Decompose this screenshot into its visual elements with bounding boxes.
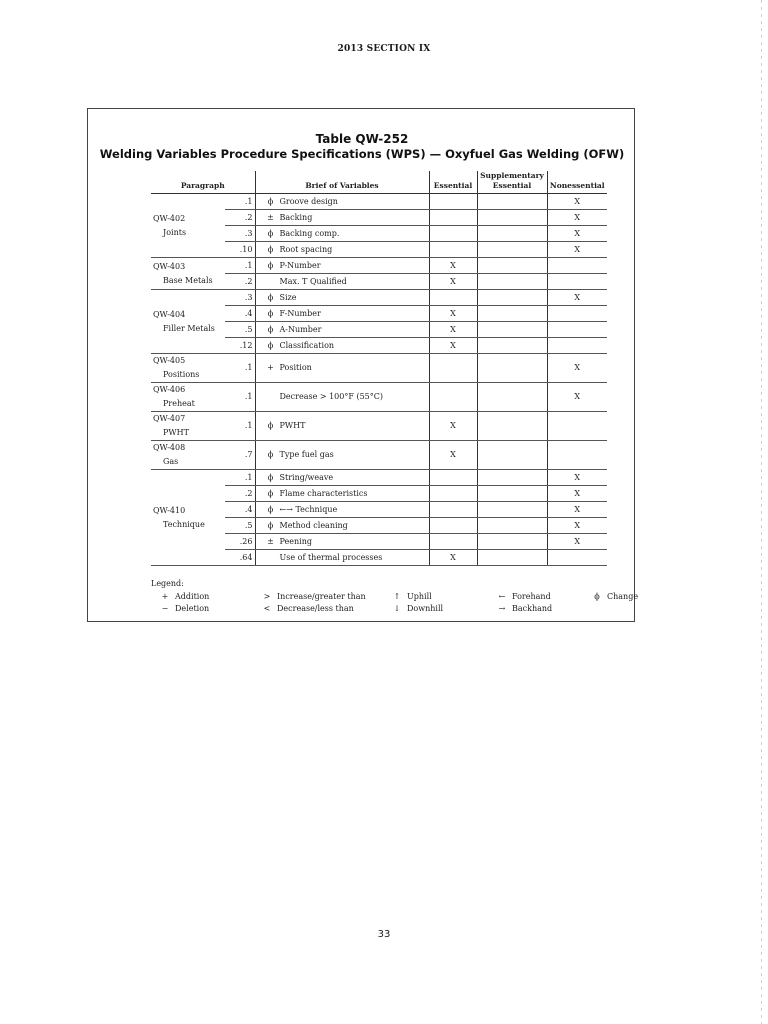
nonessential-mark: X (547, 486, 607, 502)
variable-brief (255, 534, 429, 550)
variable-text: PWHT (279, 421, 306, 430)
change-symbol-icon: ϕ (267, 472, 274, 482)
essential-mark: X (429, 306, 477, 322)
supplementary-mark (477, 383, 547, 412)
legend-label: Addition (175, 592, 210, 601)
legend-item (159, 603, 209, 614)
variable-number: .2 (225, 210, 255, 226)
variable-brief (255, 383, 429, 412)
supplementary-mark (477, 441, 547, 470)
header-supplementary-essential: Supplementary Essential (477, 171, 547, 194)
essential-mark: X (429, 338, 477, 354)
variable-brief (255, 470, 429, 486)
variable-text: Root spacing (279, 244, 333, 254)
change-symbol-icon: ϕ (267, 504, 274, 514)
page-edge-artifact (761, 0, 762, 1024)
nonessential-mark: X (547, 518, 607, 534)
paragraph-group (151, 354, 225, 383)
variable-number: .4 (225, 502, 255, 518)
variable-text: Size (279, 292, 297, 302)
variable-text: Method cleaning (279, 520, 348, 530)
table-row (151, 354, 607, 383)
variable-number: .4 (225, 306, 255, 322)
variable-brief (255, 194, 429, 210)
variable-number: .1 (225, 354, 255, 383)
variable-text: Decrease > 100°F (55°C) (279, 392, 383, 401)
legend-item (261, 603, 354, 614)
variable-text: Type fuel gas (279, 450, 334, 459)
essential-mark (429, 194, 477, 210)
welding-variables-table (151, 171, 607, 566)
legend-label: Change (607, 592, 639, 601)
supplementary-mark (477, 306, 547, 322)
supplementary-mark (477, 322, 547, 338)
legend-symbol-icon: ↓ (393, 604, 401, 613)
table-row (151, 412, 607, 441)
paragraph-code: QW-405 (153, 356, 186, 365)
variable-number: .2 (225, 274, 255, 290)
paragraph-name: Joints (163, 227, 187, 237)
variable-brief (255, 322, 429, 338)
supplementary-mark (477, 290, 547, 306)
paragraph-name: Base Metals (163, 275, 213, 285)
supplementary-mark (477, 210, 547, 226)
table-row (151, 383, 607, 412)
legend-label: Decrease/less than (277, 604, 354, 613)
supplementary-mark (477, 470, 547, 486)
nonessential-mark: X (547, 194, 607, 210)
variable-number: .5 (225, 518, 255, 534)
change-symbol-icon: ϕ (267, 228, 274, 238)
change-symbol-icon: ϕ (267, 488, 274, 498)
variable-number: .12 (225, 338, 255, 354)
variable-brief (255, 210, 429, 226)
legend-symbol-icon: → (498, 604, 506, 613)
variable-text: Classification (279, 340, 335, 350)
legend-item (591, 591, 638, 602)
paragraph-code: QW-403 (153, 261, 186, 271)
variable-text: F-Number (279, 308, 321, 318)
essential-mark: X (429, 412, 477, 441)
essential-mark (429, 242, 477, 258)
supplementary-mark (477, 550, 547, 566)
legend-label: Deletion (175, 604, 210, 613)
variable-number: .10 (225, 242, 255, 258)
variable-number: .2 (225, 486, 255, 502)
legend-item (391, 591, 432, 602)
legend-item (496, 603, 552, 614)
variable-number: .1 (225, 194, 255, 210)
variable-number: .1 (225, 258, 255, 274)
variable-number: .26 (225, 534, 255, 550)
variable-text: Backing comp. (279, 228, 340, 238)
variable-number: .1 (225, 470, 255, 486)
supplementary-mark (477, 194, 547, 210)
paragraph-name: Positions (163, 370, 200, 379)
paragraph-code: QW-402 (153, 213, 186, 223)
essential-mark (429, 534, 477, 550)
change-symbol-icon: + (267, 363, 274, 372)
variable-text: Flame characteristics (279, 488, 368, 498)
legend-symbol-icon: < (263, 604, 271, 613)
essential-mark (429, 354, 477, 383)
nonessential-mark: X (547, 210, 607, 226)
variable-text: Groove design (279, 196, 338, 206)
variable-brief (255, 486, 429, 502)
variable-number: .5 (225, 322, 255, 338)
variable-text: A-Number (279, 324, 322, 334)
table-row (151, 194, 607, 210)
nonessential-mark (547, 274, 607, 290)
variable-brief (255, 354, 429, 383)
change-symbol-icon: ϕ (267, 292, 274, 302)
paragraph-group (151, 470, 225, 566)
paragraph-group (151, 258, 225, 290)
variable-text: Max. T Qualified (279, 276, 347, 286)
supplementary-mark (477, 486, 547, 502)
legend-symbol-icon: − (161, 604, 169, 613)
paragraph-name: Preheat (163, 399, 195, 408)
table-row (151, 290, 607, 306)
essential-mark: X (429, 322, 477, 338)
legend-item (159, 591, 209, 602)
supplementary-mark (477, 502, 547, 518)
paragraph-code: QW-410 (153, 505, 186, 515)
legend-label: Forehand (512, 592, 551, 601)
paragraph-code: QW-407 (153, 414, 186, 423)
paragraph-group (151, 383, 225, 412)
page-number: 33 (377, 929, 391, 940)
paragraph-group (151, 441, 225, 470)
nonessential-mark: X (547, 383, 607, 412)
variable-brief (255, 412, 429, 441)
paragraph-group (151, 290, 225, 354)
header-brief-of-variables: Brief of Variables (255, 171, 429, 194)
legend-label: Downhill (407, 604, 444, 613)
change-symbol-icon: ϕ (267, 196, 274, 206)
nonessential-mark: X (547, 354, 607, 383)
table-subtitle: Welding Variables Procedure Specifications (WPS) — Oxyfuel Gas Welding (OFW) (99, 147, 625, 161)
variable-brief (255, 258, 429, 274)
legend-item (261, 591, 366, 602)
variable-brief (255, 502, 429, 518)
paragraph-name: Gas (163, 457, 179, 466)
variable-brief (255, 306, 429, 322)
paragraph-code: QW-408 (153, 443, 186, 452)
legend-symbol-icon: > (263, 592, 271, 601)
change-symbol-icon: ± (267, 212, 274, 222)
change-symbol-icon: ϕ (267, 340, 274, 350)
legend-symbol-icon: + (161, 592, 169, 601)
essential-mark (429, 226, 477, 242)
paragraph-code: QW-404 (153, 309, 186, 319)
legend-label: Uphill (407, 592, 432, 601)
table-row (151, 470, 607, 486)
variable-brief (255, 242, 429, 258)
header-essential: Essential (429, 171, 477, 194)
variable-brief (255, 518, 429, 534)
variable-brief (255, 550, 429, 566)
nonessential-mark: X (547, 242, 607, 258)
variable-brief (255, 290, 429, 306)
legend-title: Legend: (151, 579, 184, 588)
nonessential-mark (547, 322, 607, 338)
essential-mark (429, 210, 477, 226)
supplementary-mark (477, 354, 547, 383)
change-symbol-icon: ϕ (267, 308, 274, 318)
variable-number: .64 (225, 550, 255, 566)
table-row (151, 441, 607, 470)
header-nonessential: Nonessential (547, 171, 607, 194)
legend-label: Increase/greater than (277, 592, 366, 601)
legend-symbol-icon: ϕ (594, 592, 600, 601)
paragraph-group (151, 412, 225, 441)
nonessential-mark: X (547, 470, 607, 486)
essential-mark (429, 518, 477, 534)
nonessential-mark (547, 306, 607, 322)
variable-text: Peening (279, 536, 312, 546)
variable-text: ←→ Technique (279, 504, 338, 514)
page-header: 2013 SECTION IX (337, 44, 431, 54)
supplementary-mark (477, 534, 547, 550)
nonessential-mark (547, 258, 607, 274)
supplementary-mark (477, 412, 547, 441)
variable-text: P-Number (279, 260, 321, 270)
change-symbol-icon: ϕ (267, 450, 274, 459)
nonessential-mark (547, 338, 607, 354)
nonessential-mark (547, 550, 607, 566)
essential-mark (429, 486, 477, 502)
supplementary-mark (477, 338, 547, 354)
supplementary-mark (477, 274, 547, 290)
essential-mark (429, 470, 477, 486)
nonessential-mark (547, 412, 607, 441)
change-symbol-icon: ϕ (267, 421, 274, 430)
essential-mark (429, 502, 477, 518)
supplementary-mark (477, 226, 547, 242)
header-paragraph: Paragraph (151, 171, 255, 194)
change-symbol-icon: ϕ (267, 520, 274, 530)
legend-item (391, 603, 443, 614)
nonessential-mark: X (547, 502, 607, 518)
variable-number: .7 (225, 441, 255, 470)
variable-text: Backing (279, 212, 313, 222)
paragraph-name: PWHT (163, 428, 189, 437)
legend-symbol-icon: ← (498, 592, 506, 601)
essential-mark: X (429, 274, 477, 290)
paragraph-code: QW-406 (153, 385, 186, 394)
variable-brief (255, 274, 429, 290)
table-body (151, 194, 607, 566)
change-symbol-icon: ϕ (267, 244, 274, 254)
paragraph-name: Filler Metals (163, 323, 215, 333)
variable-text: Position (279, 363, 312, 372)
variable-number: .1 (225, 412, 255, 441)
variable-text: Use of thermal processes (279, 552, 383, 562)
supplementary-mark (477, 242, 547, 258)
variable-brief (255, 226, 429, 242)
essential-mark: X (429, 550, 477, 566)
change-symbol-icon: ϕ (267, 324, 274, 334)
variable-text: String/weave (279, 472, 334, 482)
nonessential-mark (547, 441, 607, 470)
essential-mark (429, 290, 477, 306)
supplementary-mark (477, 258, 547, 274)
essential-mark (429, 383, 477, 412)
change-symbol-icon: ϕ (267, 260, 274, 270)
essential-mark: X (429, 258, 477, 274)
table-title: Table QW-252 (315, 132, 409, 146)
paragraph-name: Technique (163, 519, 205, 529)
table-header-row (151, 171, 607, 194)
variable-number: .3 (225, 226, 255, 242)
variable-brief (255, 441, 429, 470)
legend-item (496, 591, 551, 602)
change-symbol-icon: ± (267, 536, 274, 546)
table-frame (87, 108, 639, 622)
table-row (151, 258, 607, 274)
supplementary-mark (477, 518, 547, 534)
legend-symbol-icon: ↑ (393, 592, 401, 601)
nonessential-mark: X (547, 290, 607, 306)
legend-label: Backhand (512, 604, 553, 613)
essential-mark: X (429, 441, 477, 470)
variable-brief (255, 338, 429, 354)
nonessential-mark: X (547, 534, 607, 550)
paragraph-group (151, 194, 225, 258)
nonessential-mark: X (547, 226, 607, 242)
variable-number: .3 (225, 290, 255, 306)
variable-number: .1 (225, 383, 255, 412)
